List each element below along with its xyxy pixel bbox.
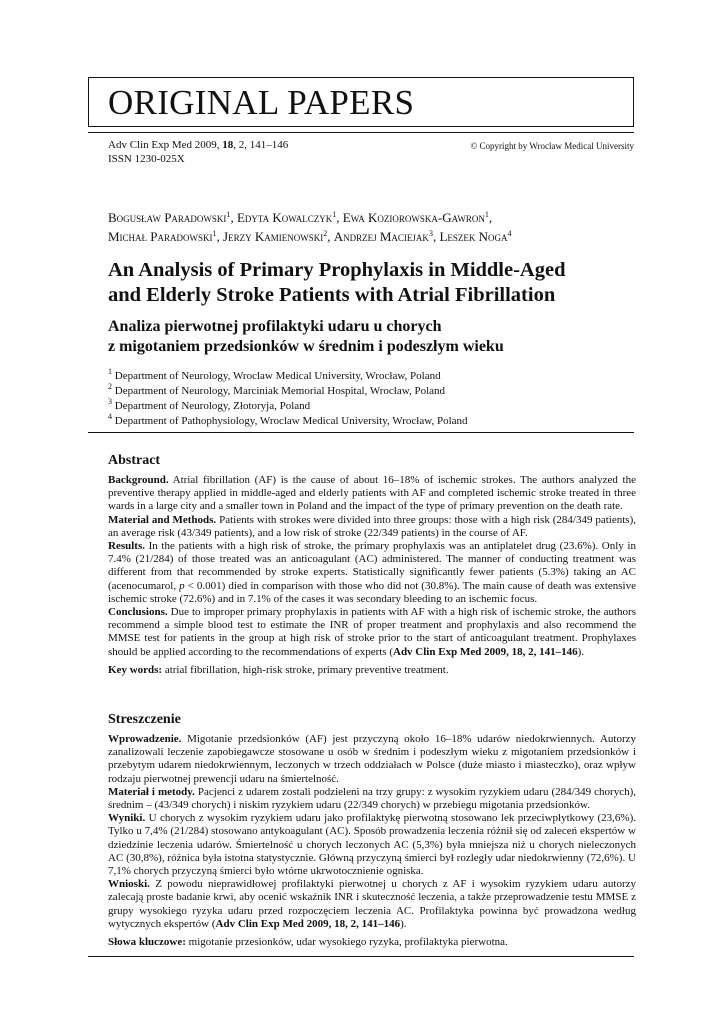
abstract-pl (108, 711, 636, 949)
affiliation (108, 414, 628, 429)
affiliation-number: 1 (108, 367, 112, 376)
p-value-symbol: p (179, 579, 185, 592)
article-title-polish-line: Analiza pierwotnej profilaktyki udaru u chorych (108, 318, 442, 335)
section-text: Due to improper primary prophylaxis in patients with AF with a high risk of ischemic stroke, the authors recommend a simple blood test to estimate the INR of proper treatment and prophylaxis and also recommend the MMSE test for patients in the group at high risk of stroke prior to the start of anticoagulant treatment. Prophylaxes should be applied according to the recommendations of experts ( (108, 606, 636, 658)
author: Jerzy Kamienowski (223, 229, 324, 244)
copyright: © Copyright by Wroclaw Medical University (470, 141, 634, 151)
affiliation-number: 3 (108, 397, 112, 406)
author-affiliation: 3 (428, 229, 433, 238)
affiliation-number: 2 (108, 382, 112, 391)
author-separator: , (432, 229, 440, 244)
abstract-background (108, 474, 636, 514)
keywords (108, 664, 636, 677)
abstract-en (108, 452, 636, 677)
section-label: Conclusions. (108, 606, 168, 619)
author-affiliation: 2 (323, 229, 328, 238)
affiliation (108, 399, 628, 414)
section-label: Results. (108, 540, 145, 553)
section-text: < 0.001) died in comparison with those who did not (30.8%). The main cause of death was extensive ischemic stroke (72.6%) and in 7.1% of the cases it was secondary bleeding to an ischemic focus. (108, 579, 636, 605)
article-title-polish (108, 317, 628, 357)
journal-info (108, 138, 288, 166)
abstract-conclusions (108, 606, 636, 659)
journal-pages: , 2, 141–146 (233, 139, 289, 151)
keywords-label: Key words: (108, 663, 163, 676)
author-affiliation: 1 (226, 210, 231, 219)
author-affiliation: 1 (484, 210, 489, 219)
affiliation (108, 384, 628, 399)
keywords-pl (108, 936, 636, 949)
journal-name: Adv Clin Exp Med 2009, (108, 139, 223, 151)
abstract-methods (108, 514, 636, 540)
article-title-line: An Analysis of Primary Prophylaxis in Middle-Aged (108, 259, 566, 281)
author: Michał Paradowski (108, 229, 213, 244)
journal-volume: 18 (222, 139, 234, 151)
section-label: Material and Methods. (108, 513, 217, 526)
article-title-polish-line: z migotaniem przedsionków w średnim i podeszłym wieku (108, 338, 504, 355)
author-affiliation: 1 (212, 229, 217, 238)
streszczenie-intro (108, 733, 636, 786)
section-type: ORIGINAL PAPERS (108, 83, 415, 122)
keywords-label: Słowa kluczowe: (108, 936, 186, 949)
article-title-line: and Elderly Stroke Patients with Atrial Fibrillation (108, 284, 556, 306)
author-affiliation: 4 (507, 229, 512, 238)
affiliations (108, 369, 628, 429)
affiliation-text: Department of Pathophysiology, Wroclaw Medical University, Wrocław, Poland (112, 415, 468, 427)
header-rule (88, 132, 634, 133)
author-separator: , (327, 229, 334, 244)
section-label: Wyniki. (108, 812, 146, 825)
abstract-results (108, 540, 636, 606)
section-label: Background. (108, 474, 169, 486)
author: Leszek Noga (439, 229, 508, 244)
citation-line (108, 138, 288, 152)
affiliation-text: Department of Neurology, Wroclaw Medical University, Wrocław, Poland (112, 370, 441, 382)
affiliation (108, 369, 628, 384)
section-text: ). (577, 645, 584, 658)
affiliation-text: Department of Neurology, Marciniak Memorial Hospital, Wrocław, Poland (112, 385, 446, 397)
author: Bogusław Paradowski (108, 210, 227, 225)
article-title (108, 258, 628, 308)
author: Andrzej Maciejak (333, 229, 429, 244)
section-text: In the patients with a high risk of stroke, the primary prophylaxis was an antiplatelet drug (23.6%). Only in 7.4% (21/284) of those treated was an anticoagulant (AC) administered. The manner of conducting treatment was different from that recommended by stroke experts. Statistically significantly fewer patients (5.3%) taking an AC (acenocumarol, (108, 540, 636, 592)
divider-top (88, 432, 634, 433)
affiliation-number: 4 (108, 412, 112, 421)
section-text: ). (400, 917, 407, 930)
section-label: Materiał i metody. (108, 785, 195, 798)
author-separator: , (216, 229, 224, 244)
section-text: Z powodu nieprawidłowej profilaktyki pierwotnej u chorych z AF i wysokim ryzykiem udaru autorzy zalecają proste badanie krwi, aby ocenić wskaźnik INR i skuteczność leczenia, a także przeprowadzenie testu MMSE z grupy wysokiego ryzyka udaru przed rozpoczęciem leczenia AC. Profilaktyka powinna być prowadzona według wytycznych ekspertów ( (108, 878, 636, 930)
keywords-text: atrial fibrillation, high-risk stroke, primary preventive treatment. (162, 663, 449, 676)
author-separator: , (336, 210, 343, 225)
section-text: Patients with strokes were divided into three groups: those with a high risk (284/349 patients), an average risk (43/349 patients), and a low risk of stroke (22/349 patients) in the course of AF. (108, 513, 636, 539)
issn: ISSN 1230-025X (108, 153, 185, 165)
author-separator: , (488, 210, 493, 225)
citation: Adv Clin Exp Med 2009, 18, 2, 141–146 (215, 917, 401, 930)
section-text: Pacjenci z udarem zostali podzieleni na trzy grupy: z wysokim ryzykiem udaru (284/349 chorych), średnim – (43/349 chorych) i niskim ryzykiem udaru (22/349 chorych) w przebiegu migotania przedsionków. (108, 785, 636, 812)
section-text: U chorych z wysokim ryzykiem udaru jako profilaktykę pierwotną stosowano lek przeciwpłytkowy (23,6%). Tylko u 7,4% (21/284) stosowano antykoagulant (AC). Sposób prowadzenia leczenia różnił się od zaleceń ekspertów w dziedzinie leczenia udarów. Śmiertelność u chorych leczonych AC (5,3%) była mniejsza niż u chorych nieleczonych AC (30,8%), różnica była istotna statystycznie. Główną przyczyną śmierci był rozległy udar niedokrwienny (72,6%). U 7,1% chorych przyczyną śmierci było wtórne ukrwotocznienie ogniska. (108, 812, 636, 878)
author: Ewa Koziorowska-Gawron (342, 210, 485, 225)
section-label: Wnioski. (108, 878, 150, 891)
author-affiliation: 1 (332, 210, 337, 219)
streszczenie-results (108, 812, 636, 878)
keywords-text: migotanie przesionków, udar wysokiego ryzyka, profilaktyka pierwotna. (185, 936, 508, 949)
section-label: Wprowadzenie. (108, 733, 182, 745)
streszczenie-conclusions (108, 878, 636, 931)
streszczenie-heading: Streszczenie (108, 712, 181, 727)
divider-bottom (88, 956, 634, 957)
abstract-heading: Abstract (108, 453, 161, 468)
affiliation-text: Department of Neurology, Złotoryja, Poland (112, 400, 311, 412)
citation: Adv Clin Exp Med 2009, 18, 2, 141–146 (393, 645, 578, 658)
section-text: Atrial fibrillation (AF) is the cause of about 16–18% of ischemic strokes. The authors analyzed the preventive therapy applied in middle-aged and elderly patients with AF and completed ischemic stroke treated in three wards in a large city and a smaller town in Poland and the impact of the type of primary prevention on the death rate. (108, 474, 636, 513)
authors (108, 208, 648, 246)
author-separator: , (230, 210, 237, 225)
streszczenie-methods (108, 786, 636, 812)
author: Edyta Kowalczyk (236, 210, 333, 225)
section-text: Migotanie przedsionków (AF) jest przyczyną około 16–18% udarów niedokrwiennych. Autorzy zanalizowali leczenie zapobiegawcze stosowane u osób w średnim i podeszłym wieku z migotaniem przedsionków i przebytym udarem niedokrwiennym, leczonych w trzech oddziałach w Polsce (duże miasto i miasteczko), oraz wpływ rodzaju pierwotnej prewencji udaru na śmiertelność. (108, 733, 636, 785)
